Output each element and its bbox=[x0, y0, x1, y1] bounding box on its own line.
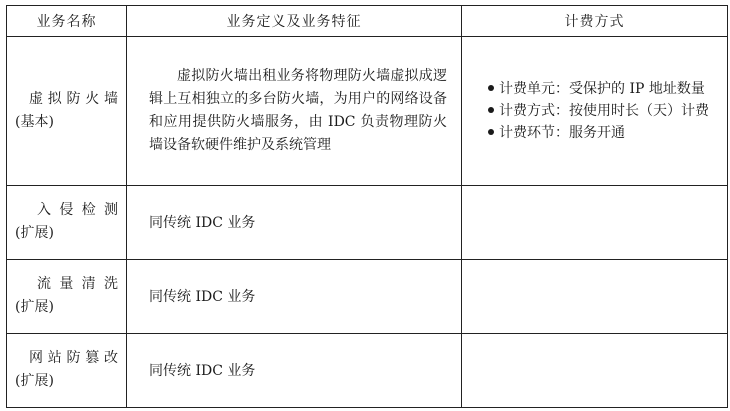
business-category: (扩展) bbox=[15, 299, 54, 316]
table-row bbox=[7, 185, 728, 259]
bullet-icon bbox=[488, 107, 494, 113]
definition-text: 虚拟防火墙出租业务将物理防火墙虚拟成逻辑上互相独立的多台防火墙，为用户的网络设备和应用提供防火墙服务，由 IDC 负责物理防火墙设备软硬件维护及系统管理 bbox=[149, 68, 447, 154]
business-name-cell bbox=[7, 185, 127, 259]
table-row bbox=[7, 333, 728, 407]
definition-cell bbox=[127, 333, 462, 407]
billing-table bbox=[6, 5, 728, 408]
definition-text: 同传统 IDC 业务 bbox=[149, 215, 256, 232]
billing-cell bbox=[462, 37, 728, 185]
billing-item: 计费单元：受保护的 IP 地址数量 bbox=[474, 78, 719, 100]
business-name-cell bbox=[7, 259, 127, 333]
definition-text: 同传统 IDC 业务 bbox=[149, 289, 256, 306]
business-category: (扩展) bbox=[15, 225, 54, 242]
table-row bbox=[7, 37, 728, 185]
header-row bbox=[7, 6, 728, 37]
bullet-icon bbox=[488, 129, 494, 135]
business-category: (扩展) bbox=[15, 373, 54, 390]
billing-cell bbox=[462, 259, 728, 333]
bullet-icon bbox=[488, 85, 494, 91]
billing-cell bbox=[462, 333, 728, 407]
business-category: (基本) bbox=[15, 114, 54, 131]
business-name-cell bbox=[7, 333, 127, 407]
business-name: 流量清洗 bbox=[37, 276, 118, 293]
business-name-cell bbox=[7, 37, 127, 185]
header-billing: 计费方式 bbox=[462, 6, 728, 37]
billing-cell bbox=[462, 185, 728, 259]
business-name: 网站防篡改 bbox=[29, 350, 118, 367]
business-name: 虚拟防火墙 bbox=[29, 91, 118, 108]
business-name: 入侵检测 bbox=[37, 202, 118, 219]
header-definition: 业务定义及业务特征 bbox=[127, 6, 462, 37]
definition-text: 同传统 IDC 业务 bbox=[149, 363, 256, 380]
definition-cell bbox=[127, 185, 462, 259]
billing-item: 计费环节：服务开通 bbox=[474, 122, 719, 144]
header-business-name: 业务名称 bbox=[7, 6, 127, 37]
table-row bbox=[7, 259, 728, 333]
definition-cell bbox=[127, 259, 462, 333]
billing-item: 计费方式：按使用时长（天）计费 bbox=[474, 100, 719, 122]
definition-cell bbox=[127, 37, 462, 185]
